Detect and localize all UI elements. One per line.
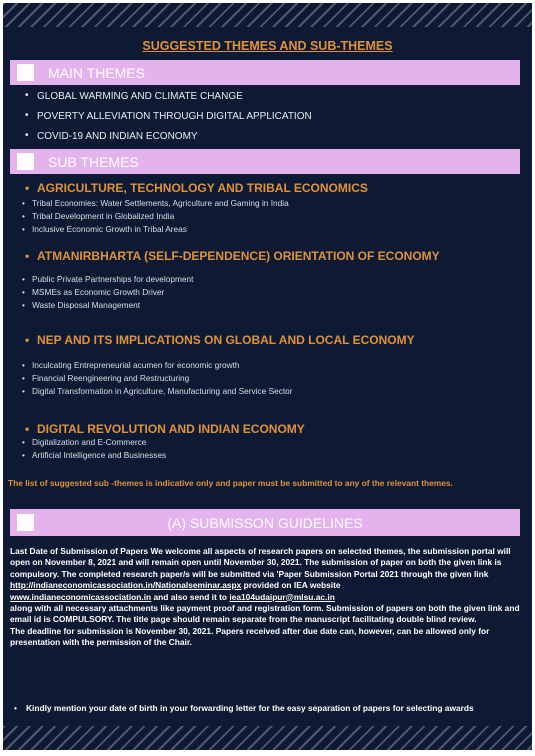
subtheme-list bbox=[22, 198, 289, 237]
birthdate-note: • Kindly mention your date of birth in your forwarding letter for the easy separation of papers for selecting awards bbox=[10, 703, 524, 714]
bullet-icon: • bbox=[25, 249, 30, 263]
guidelines-paragraph: along with all necessary attachments like payment proof and registration form. Submission of papers on both the given link and email id is COMPULSORY. The title page should remain separate from the manuscript facilitating double blind review. bbox=[10, 603, 520, 625]
subthemes-note: The list of suggested sub -themes is indicative only and paper must be submitted to any of the relevant themes. bbox=[8, 478, 453, 488]
main-themes-heading: MAIN THEMES bbox=[48, 64, 145, 81]
list-item: • Tribal Development in Globalized India bbox=[22, 211, 289, 224]
top-hatch-decoration bbox=[3, 3, 532, 27]
list-item: • Waste Disposal Management bbox=[22, 300, 193, 313]
list-item: • Digital Transformation in Agriculture, Manufacturing and Service Sector bbox=[22, 386, 293, 399]
list-item: • MSMEs as Economic Growth Driver bbox=[22, 287, 193, 300]
deadline-paragraph: The deadline for submission is November 30, 2021. Papers received after due date can, however, can be allowed only for presentation with the permission of the Chair. bbox=[10, 625, 490, 648]
page-title: SUGGESTED THEMES AND SUB-THEMES bbox=[142, 39, 393, 53]
subtheme-title: • ATMANIRBHARTA (SELF-DEPENDENCE) ORIENTATION OF ECONOMY bbox=[25, 249, 440, 263]
list-item: • Financial Reengineering and Restructuring bbox=[22, 373, 293, 386]
bullet-icon: • bbox=[25, 181, 30, 195]
subtheme-list bbox=[22, 274, 193, 313]
seminar-link[interactable]: http://indianeconomicassociation.in/Nationalseminar.aspx bbox=[10, 580, 242, 591]
guidelines-paragraph: Last Date of Submission of Papers We welcome all aspects of research papers on selected themes, the submission portal will open on November 8, 2021 and will remain open until November 30, 2021. The submission of paper on both the given link is compulsory. The completed research paper/s will be submitted via 'Paper Submission Portal 2021 through the given link bbox=[10, 546, 511, 579]
header-checkbox-icon bbox=[17, 64, 34, 81]
header-checkbox-icon bbox=[17, 153, 34, 170]
main-themes-list bbox=[25, 91, 312, 151]
list-item: • Digitalization and E-Commerce bbox=[22, 437, 166, 450]
main-themes-header bbox=[10, 60, 520, 85]
sub-themes-header bbox=[10, 149, 520, 174]
email-link[interactable]: iea104udaipur@mlsu.ac.in bbox=[229, 591, 335, 602]
website-link[interactable]: www.indianeconomicassociation.in bbox=[10, 591, 152, 602]
guidelines-heading: (A) SUBMISSON GUIDELINES bbox=[167, 514, 363, 531]
list-item: • Artificial Intelligence and Businesses bbox=[22, 450, 166, 463]
list-item: • GLOBAL WARMING AND CLIMATE CHANGE bbox=[25, 91, 312, 111]
link-suffix-text: provided on IEA website bbox=[241, 580, 341, 591]
subtheme-title: • DIGITAL REVOLUTION AND INDIAN ECONOMY bbox=[25, 422, 305, 436]
bottom-hatch-decoration bbox=[3, 726, 532, 750]
link-connector-text: and also send it to bbox=[151, 591, 230, 602]
subtheme-list bbox=[22, 437, 166, 463]
list-item: • Tribal Economies: Water Settlements, Agriculture and Gaming in India bbox=[22, 198, 289, 211]
list-item: • Inclusive Economic Growth in Tribal Areas bbox=[22, 224, 289, 237]
guidelines-text bbox=[10, 546, 524, 649]
document-page bbox=[3, 3, 532, 750]
list-item: • Public Private Partnerships for development bbox=[22, 274, 193, 287]
guidelines-header bbox=[10, 509, 520, 536]
sub-themes-heading: SUB THEMES bbox=[48, 153, 139, 170]
bullet-icon: • bbox=[25, 333, 30, 347]
bullet-icon: • bbox=[25, 422, 30, 436]
subtheme-title: • AGRICULTURE, TECHNOLOGY AND TRIBAL ECONOMICS bbox=[25, 181, 368, 195]
list-item: • POVERTY ALLEVIATION THROUGH DIGITAL APPLICATION bbox=[25, 111, 312, 131]
subtheme-title: • NEP AND ITS IMPLICATIONS ON GLOBAL AND LOCAL ECONOMY bbox=[25, 333, 415, 347]
list-item: • Inculcating Entrepreneurial acumen for economic growth bbox=[22, 360, 293, 373]
subtheme-list bbox=[22, 360, 293, 399]
list-item: • COVID-19 AND INDIAN ECONOMY bbox=[25, 131, 312, 151]
bullet-icon: • bbox=[14, 703, 17, 713]
